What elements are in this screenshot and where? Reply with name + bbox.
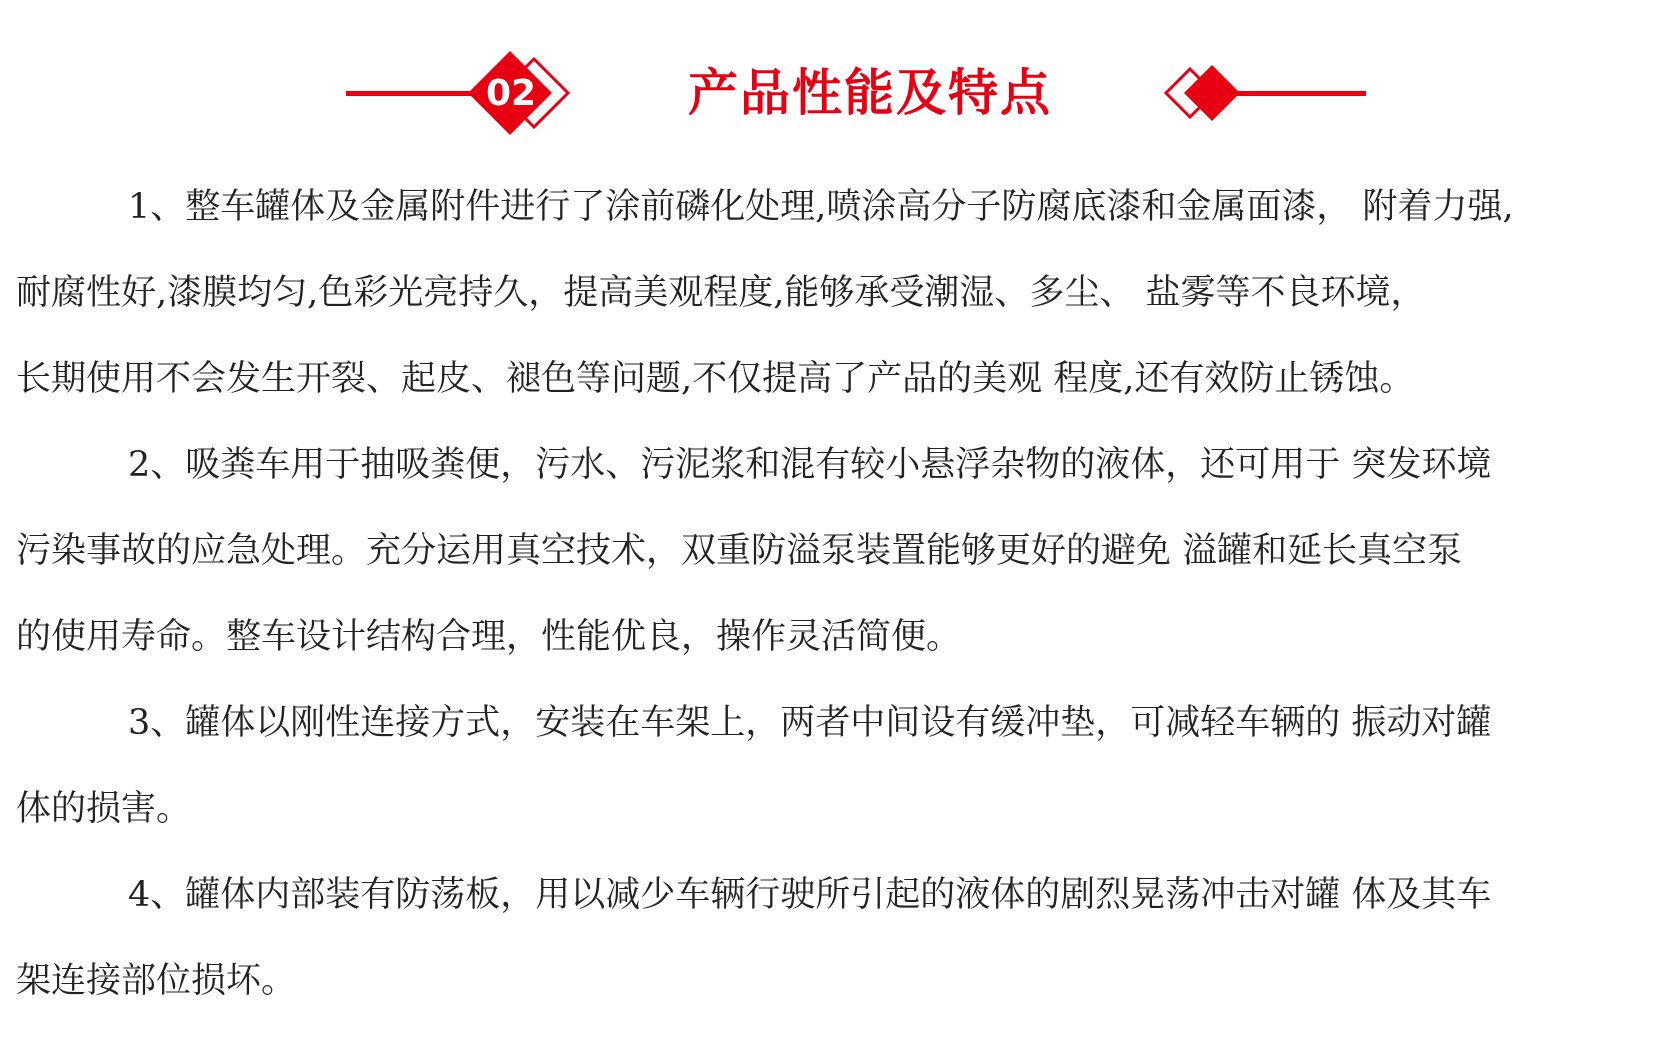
paragraph-line: 体的损害。: [16, 789, 192, 829]
paragraph-line: 长期使用不会发生开裂、起皮、褪色等问题,不仅提高了产品的美观 程度,还有效防止锈蚀。: [16, 359, 1415, 399]
paragraph-line: 污染事故的应急处理。充分运用真空技术，双重防溢泵装置能够更好的避免 溢罐和延长真空泵: [16, 531, 1463, 571]
section-title: 产品性能及特点: [688, 64, 1052, 122]
paragraph-line: 3、罐体以刚性连接方式，安装在车架上，两者中间设有缓冲垫，可减轻车辆的 振动对罐: [128, 703, 1492, 743]
header-right-line: [1236, 91, 1366, 96]
feature-paragraph-3: [16, 680, 1640, 852]
paragraph-line: 2、吸粪车用于抽吸粪便，污水、污泥浆和混有较小悬浮杂物的液体，还可用于 突发环境: [128, 445, 1492, 485]
header-left-line: [346, 91, 476, 96]
section-number: 02: [485, 73, 537, 114]
section-header: [0, 48, 1654, 138]
paragraph-line: 耐腐性好,漆膜均匀,色彩光亮持久，提高美观程度,能够承受潮湿、多尘、 盐雾等不良环境，: [16, 273, 1426, 313]
paragraph-line: 1、整车罐体及金属附件进行了涂前磷化处理,喷涂高分子防腐底漆和金属面漆， 附着力强,: [128, 187, 1514, 227]
paragraph-line: 架连接部位损坏。: [16, 961, 297, 1001]
feature-content: [16, 164, 1640, 1024]
paragraph-line: 4、罐体内部装有防荡板，用以减少车辆行驶所引起的液体的剧烈晃荡冲击对罐 体及其车: [128, 875, 1492, 915]
feature-paragraph-1: [16, 164, 1640, 422]
feature-paragraph-4: [16, 852, 1640, 1024]
paragraph-line: 的使用寿命。整车设计结构合理，性能优良，操作灵活简便。: [16, 617, 962, 657]
feature-paragraph-2: [16, 422, 1640, 680]
